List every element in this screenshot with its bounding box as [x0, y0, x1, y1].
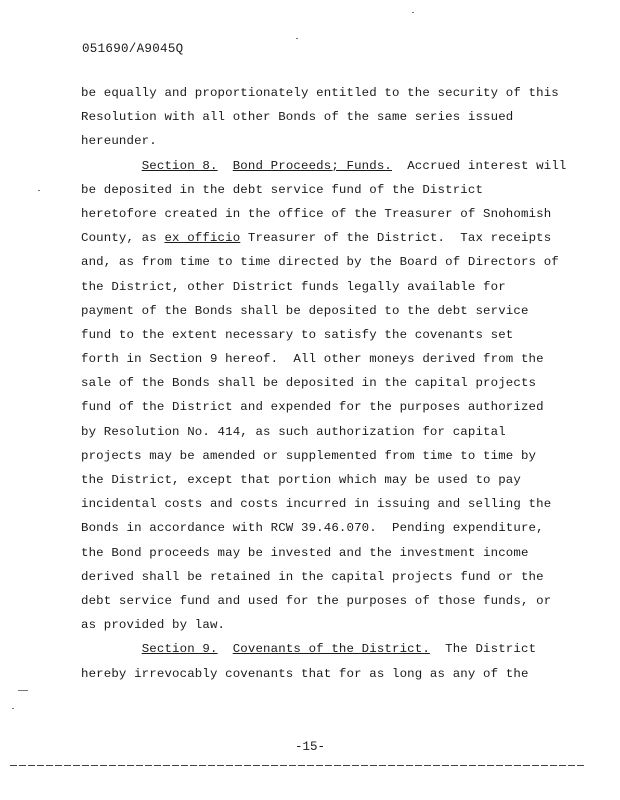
text-line: heretofore created in the office of the Treasurer of Snohomish	[81, 206, 552, 221]
text-line: the District, other District funds legally available for	[81, 279, 506, 294]
text-line: Resolution with all other Bonds of the same series issued	[81, 110, 514, 125]
section-8-heading-line	[81, 154, 567, 178]
text-line: be deposited in the debt service fund of the District	[81, 182, 484, 197]
text-line: fund of the District and expended for the purposes authorized	[81, 400, 544, 415]
text-line: and, as from time to time directed by the Board of Directors of	[81, 255, 559, 270]
text-line: payment of the Bonds shall be deposited to the debt service	[81, 303, 529, 318]
section-8-first-line: Accrued interest will	[392, 158, 567, 173]
page-number: -15-	[294, 740, 325, 754]
body-text	[81, 81, 567, 686]
text-line: be equally and proportionately entitled to the security of this	[81, 86, 559, 100]
scan-speck	[12, 708, 14, 709]
text-line: debt service fund and used for the purposes of those funds, or	[81, 593, 552, 608]
text-line: as provided by law.	[81, 618, 226, 633]
section-9-heading-line	[81, 637, 541, 661]
text-line: forth in Section 9 hereof. All other moneys derived from the	[81, 352, 544, 367]
section-8-title: Bond Proceeds; Funds.	[232, 158, 393, 173]
section-9-title: Covenants of the District.	[232, 642, 430, 657]
text-line: derived shall be retained in the capital projects fund or the	[81, 569, 544, 584]
scan-speck	[296, 38, 298, 39]
document-id: 051690/A9045Q	[82, 42, 184, 56]
text-line: hereby irrevocably covenants that for as long as any of the	[81, 666, 529, 681]
section-9-number: Section 9.	[141, 642, 218, 657]
section-9-first-line: The District	[429, 642, 537, 657]
footer-rule	[10, 765, 585, 766]
scan-speck	[18, 690, 28, 691]
text-line: Bonds in accordance with RCW 39.46.070. Pending expenditure,	[81, 521, 544, 536]
text-line: the District, except that portion which may be used to pay	[81, 473, 521, 487]
text-line: incidental costs and costs incurred in issuing and selling the	[81, 497, 552, 512]
text-line-ex-officio	[81, 226, 552, 250]
text-line: hereunder.	[81, 134, 157, 149]
text-line: projects may be amended or supplemented from time to time by	[81, 448, 537, 463]
text-segment: Treasurer of the District. Tax receipts	[240, 231, 552, 246]
scan-speck	[412, 12, 414, 13]
section-8-number: Section 8.	[141, 158, 218, 173]
text-line: fund to the extent necessary to satisfy the covenants set	[81, 327, 514, 342]
text-line: the Bond proceeds may be invested and the investment income	[81, 545, 529, 560]
ex-officio-term: ex officio	[164, 231, 241, 246]
text-line: sale of the Bonds shall be deposited in the capital projects	[81, 376, 537, 391]
scan-speck	[38, 190, 40, 191]
text-line: by Resolution No. 414, as such authorization for capital	[81, 424, 506, 439]
text-segment: County, as	[81, 231, 165, 246]
